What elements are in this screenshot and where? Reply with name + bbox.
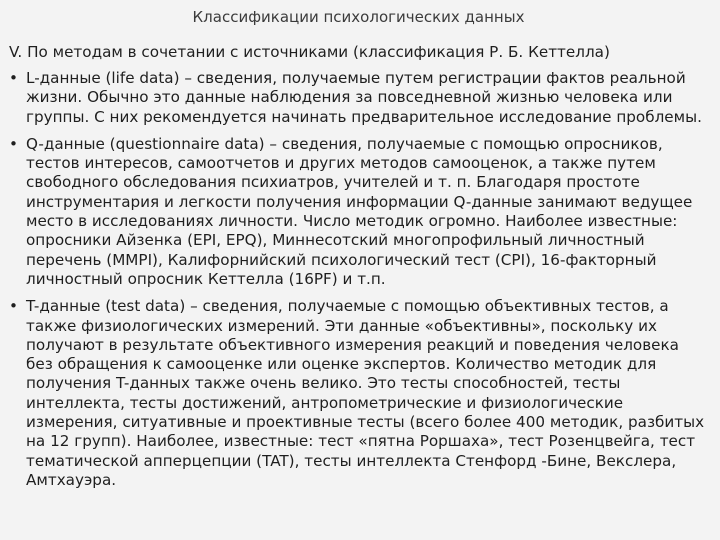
bullet-list <box>9 69 708 490</box>
bullet-item-l-data <box>9 69 708 127</box>
bullet-icon: • <box>9 297 18 316</box>
bullet-text-t-data: T-данные (test data) – сведения, получаемые с помощью объективных тестов, а также физиологических измерений. Эти данные «объективны», поскольку их получают в результате объективного измерения реакций и поведения человека без обращения к самооценке или оценке экспертов. Количество методик для получения T-данных также очень велико. Это тесты способностей, тесты интеллекта, тесты достижений, антропометрические и физиологические измерения, ситуативные и проективные тесты (всего более 400 методик, разбитых на 12 групп). Наиболее, известные: тест «пятна Роршаха», тест Розенцвейга, тест тематической апперцепции (TAT), тесты интеллекта Стенфорд -Бине, Векслера, Амтхауэра. <box>26 297 705 489</box>
section-heading: V. По методам в сочетании с источниками (классификация Р. Б. Кеттелла) <box>9 43 610 61</box>
page-title: Классификации психологических данных <box>192 8 525 26</box>
bullet-item-q-data <box>9 135 708 289</box>
bullet-icon: • <box>9 134 18 153</box>
bullet-icon: • <box>9 69 18 87</box>
bullet-text-q-data: Q-данные (questionnaire data) – сведения, получаемые с помощью опросников, тестов интересов, самоотчетов и других методов самооценок, а также путем свободного обследования психиатров, учителей и т. п. Благодаря простоте инструментария и легкости получения информации Q-данные занимают ведущее место в исследованиях личности. Число методик огромно. Наиболее известные: опросники Айзенка (EPI, EPQ), Миннесотский многопрофильный личностный перечень (MMPI), Калифорнийский психологический тест (CPI), 16-факторный личностный опросник Кеттелла (16PF) и т.п. <box>26 134 693 288</box>
bullet-item-t-data <box>9 297 708 490</box>
bullet-text-l-data: L-данные (life data) – сведения, получаемые путем регистрации фактов реальной жизни. Обычно это данные наблюдения за повседневной жизнью человека или группы. С них рекомендуется начинать предварительное исследование проблемы. <box>26 69 702 126</box>
